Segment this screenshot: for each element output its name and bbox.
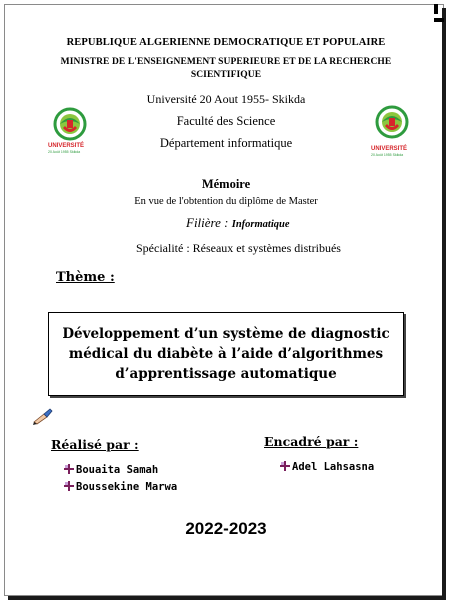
filiere-line [186,215,290,231]
bullet-cross-icon [64,481,74,491]
frame-shadow-bottom [8,596,446,600]
ministry-line-2: SCIENTIFIQUE [190,70,262,80]
bullet-cross-icon [280,461,290,471]
ministry-line-1: MINISTRE DE L'ENSEIGNEMENT SUPERIEURE ET DE LA RECHERCHE [60,57,392,67]
authors-label: Réalisé par : [51,437,139,452]
frame-corner-mark [434,4,438,14]
logo-left-caption: UNIVERSITÉ [48,143,85,149]
author-name-2: Boussekine Marwa [64,481,177,493]
university-name: Université 20 Aout 1955- Skikda [146,92,306,106]
supervisor-name: Adel Lahsasna [280,461,374,473]
frame-corner-mark [434,18,444,22]
logo-right-caption: UNIVERSITÉ [371,146,408,152]
author-name-1: Bouaita Samah [64,464,158,476]
diploma-purpose: En vue de l'obtention du diplôme de Master [134,196,318,207]
theme-label: Thème : [56,270,115,285]
filiere-value: Informatique [231,219,290,230]
theme-box [48,312,404,396]
faculty-name: Faculté des Science [176,114,276,128]
logo-left-subcaption: 20 Août 1955 Skikda [48,150,81,154]
bullet-cross-icon [64,464,74,474]
academic-year: 2022-2023 [185,519,267,538]
logo-right-subcaption: 20 Août 1955 Skikda [371,153,404,157]
filiere-label: Filière : [186,215,232,230]
supervisor-label: Encadré par : [264,434,359,449]
republic-heading: REPUBLIQUE ALGERIENNE DEMOCRATIQUE ET POPULAIRE [66,37,386,48]
specialite-line: Spécialité : Réseaux et systèmes distribués [136,241,341,255]
department-name: Département informatique [159,136,293,150]
writing-hand-icon [32,408,54,431]
document-type: Mémoire [201,177,251,191]
theme-title: Développement d’un système de diagnostic médical du diabète à l’aide d’algorithmes d’apprentissage automatique [62,326,390,382]
